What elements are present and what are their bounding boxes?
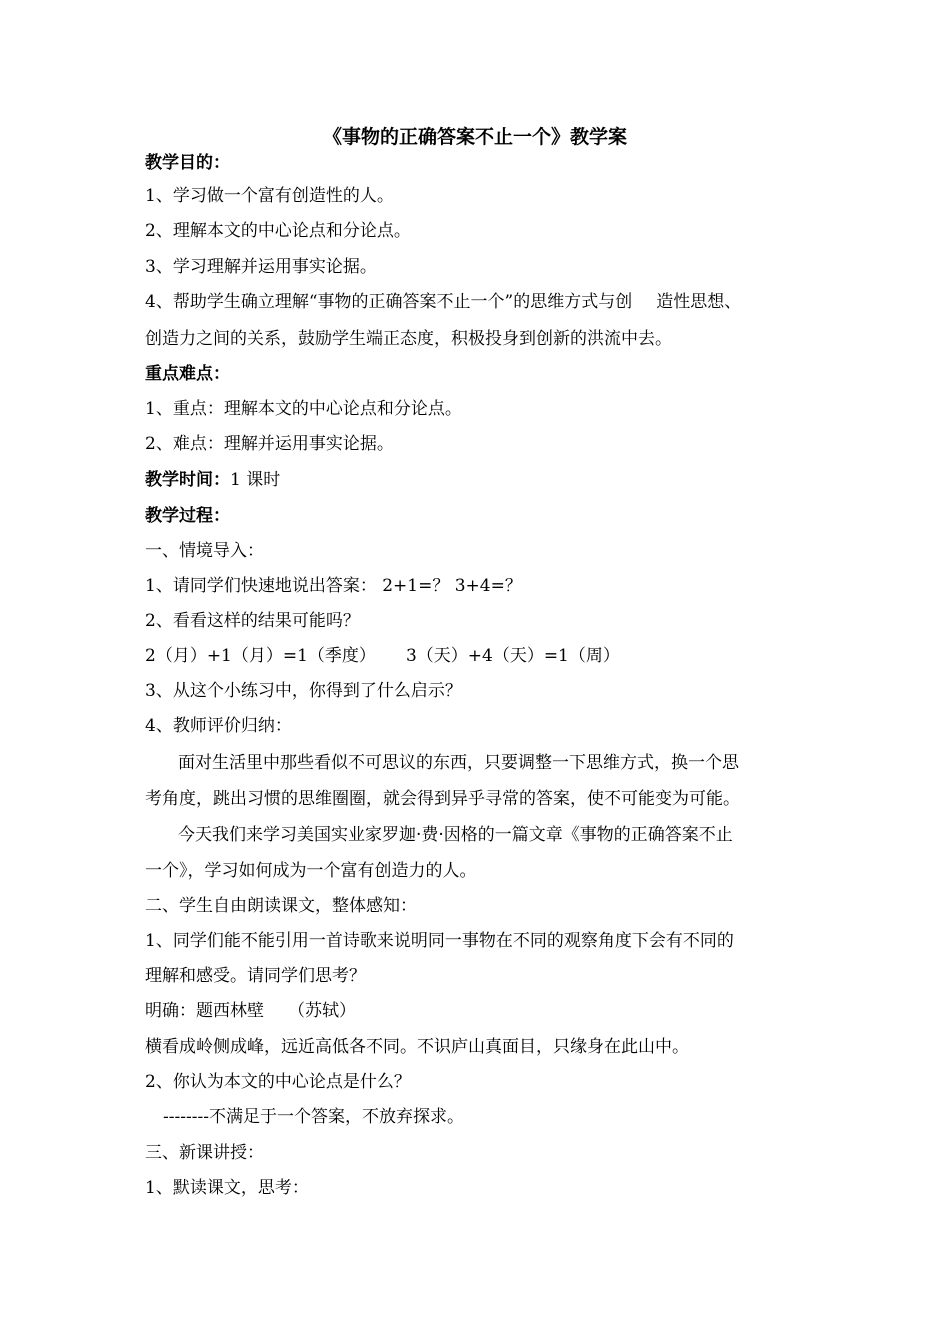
objective-item: 1、学习做一个富有创造性的人。	[145, 186, 394, 206]
answer-label: 明确：题西林壁	[145, 1001, 264, 1021]
question-line: 1、同学们能不能引用一首诗歌来说明同一事物在不同的观察角度下会有不同的	[145, 931, 734, 951]
process-heading: 教学过程：	[145, 506, 230, 526]
poem-author: （苏轼）	[288, 1001, 356, 1021]
key-points-heading: 重点难点：	[145, 364, 230, 384]
list-item: 1、默读课文，思考：	[145, 1178, 309, 1198]
list-item: 1、请同学们快速地说出答案： 2+1=？ 3+4=？	[145, 576, 522, 596]
section-heading: 一、情境导入：	[145, 541, 264, 561]
poem-line: 横看成岭侧成峰，远近高低各不同。不识庐山真面目，只缘身在此山中。	[145, 1037, 689, 1057]
teaching-time-label: 教学时间：	[145, 470, 230, 490]
list-item: 2、看看这样的结果可能吗？	[145, 611, 360, 631]
paragraph-line: 面对生活里中那些看似不可思议的东西，只要调整一下思维方式，换一个思	[178, 753, 739, 773]
section-heading: 三、新课讲授：	[145, 1143, 264, 1163]
document-title: 《事物的正确答案不止一个》教学案	[322, 126, 627, 148]
objective-item: 3、学习理解并运用事实论据。	[145, 257, 377, 277]
objective-text: 4、帮助学生确立理解“事物的正确答案不止一个”的思维方式与创	[145, 292, 633, 312]
section-heading: 二、学生自由朗读课文，整体感知：	[145, 896, 417, 916]
objective-item: 2、理解本文的中心论点和分论点。	[145, 221, 411, 241]
paragraph-line: 今天我们来学习美国实业家罗迦·费·因格的一篇文章《事物的正确答案不止	[178, 825, 733, 845]
teaching-time	[145, 467, 825, 493]
objective-item	[145, 289, 825, 315]
answer-line: --------不满足于一个答案，不放弃探求。	[163, 1107, 464, 1127]
key-point-item: 2、难点：理解并运用事实论据。	[145, 434, 394, 454]
question-line: 理解和感受。请同学们思考？	[145, 966, 366, 986]
key-point-item: 1、重点：理解本文的中心论点和分论点。	[145, 399, 462, 419]
teaching-time-value: 1 课时	[230, 470, 281, 490]
objective-item: 创造力之间的关系，鼓励学生端正态度，积极投身到创新的洪流中去。	[145, 329, 672, 349]
question-line: 2、你认为本文的中心论点是什么？	[145, 1072, 411, 1092]
objectives-heading: 教学目的：	[145, 153, 230, 173]
paragraph-line: 一个》，学习如何成为一个富有创造力的人。	[145, 861, 477, 881]
paragraph-line: 考角度，跳出习惯的思维圈圈，就会得到异乎寻常的答案，使不可能变为可能。	[145, 789, 740, 809]
equation-line	[145, 643, 825, 669]
list-item: 4、教师评价归纳：	[145, 716, 292, 736]
answer-line	[145, 998, 825, 1024]
equation-days: 3（天）+4（天）=1（周）	[405, 646, 620, 666]
equation-months: 2（月）+1（月）=1（季度）	[145, 646, 376, 666]
list-item: 3、从这个小练习中，你得到了什么启示？	[145, 681, 462, 701]
objective-text-cont: 造性思想、	[656, 292, 742, 312]
